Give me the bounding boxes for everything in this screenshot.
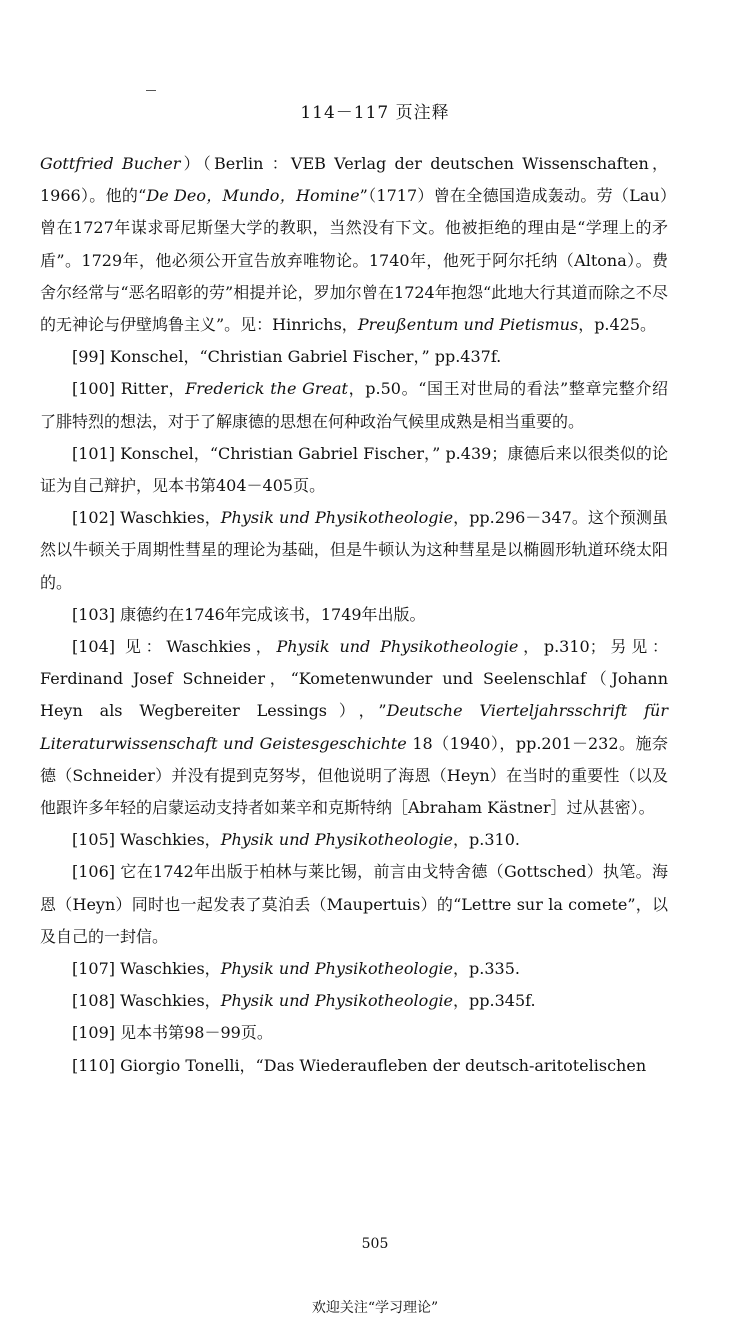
- italic-title: Deutsche Vierteljahrsschrift für Literaturwissenschaft und Geistesgeschichte: [40, 701, 668, 753]
- note-continued: [40, 148, 668, 341]
- note-text: [105] Waschkies，: [72, 830, 221, 850]
- note-103: [40, 599, 668, 631]
- note-text: ，p.310.: [453, 830, 520, 850]
- note-text: [101] Konschel，“Christian Gabriel Fischer，” p.439；康德后来以很类似的论证为自己辩护，见本书第404－405页。: [40, 443, 668, 496]
- note-108: [40, 985, 668, 1017]
- note-101: [40, 438, 668, 502]
- italic-title: Physik und Physikotheologie: [220, 959, 454, 979]
- note-text: [103] 康德约在1746年完成该书，1749年出版。: [72, 604, 426, 624]
- note-text: ”（1717）曾在全德国造成轰动。劳（Lau）曾在1727年谋求哥尼斯堡大学的教职，当然没有下文。他被拒绝的理由是“学理上的矛盾”。1729年，他必须公开宣告放弃唯物论。1740年，他死于阿尔托纳（Altona）。费舍尔经常与“恶名昭彰的劳”相提并论，罗加尔曾在1724年抱怨“此地大行其道而除之不尽的无神论与伊壁鸠鲁主义”。见：Hinrichs，: [40, 186, 668, 335]
- note-99: [40, 341, 668, 373]
- notes-body: [40, 148, 668, 1082]
- italic-title: Frederick the Great: [185, 379, 348, 399]
- note-text: ，p.335.: [453, 959, 520, 979]
- note-text: ，p.50。“国王对世局的看法”整章完整介绍了腓特烈的想法，对于了解康德的思想在何种政治气候里成熟是相当重要的。: [40, 379, 668, 431]
- italic-title: De Deo，Mundo，Homine: [146, 186, 360, 206]
- note-text: [102] Waschkies，: [72, 508, 221, 528]
- italic-title: Physik und Physikotheologie: [220, 991, 454, 1011]
- note-text: ）（Berlin ：VEB Verlag der deutschen Wissenschaften，1966）。他的“: [40, 154, 668, 206]
- note-text: 18（1940），pp.201－232。施奈德（Schneider）并没有提到克努岑，但他说明了海恩（Heyn）在当时的重要性（以及他跟许多年轻的启蒙运动支持者如莱辛和克斯特纳［Abraham Kästner］过从甚密）。: [40, 733, 668, 818]
- page-number: 505: [361, 1236, 389, 1252]
- note-text: [107] Waschkies，: [72, 959, 221, 979]
- note-text: [109] 见本书第98－99页。: [72, 1023, 273, 1043]
- footer-text: 欢迎关注“学习理论”: [311, 1300, 439, 1316]
- note-text: [99] Konschel，“Christian Gabriel Fischer，” pp.437f.: [72, 347, 502, 367]
- note-100: [40, 373, 668, 437]
- note-text: [106] 它在1742年出版于柏林与莱比锡，前言由戈特舍德（Gottsched）执笔。海恩（Heyn）同时也一起发表了莫泊丢（Maupertuis）的“Lettre sur la comete”，以及自己的一封信。: [40, 862, 668, 946]
- note-109: [40, 1017, 668, 1049]
- note-110: [40, 1050, 668, 1082]
- page-header: 114－117 页注释: [300, 103, 450, 123]
- note-text: [100] Ritter，: [72, 379, 186, 399]
- note-text: ，pp.345f.: [453, 991, 536, 1011]
- note-text: [110] Giorgio Tonelli，“Das Wiederaufleben der deutsch-aritotelischen: [72, 1055, 647, 1075]
- note-text: ，p.425。: [578, 315, 657, 335]
- italic-title: Physik und Physikotheologie: [220, 830, 454, 850]
- note-text: ，p.310；另见：Ferdinand Josef Schneider，“Kometenwunder und Seelenschlaf（Johann Heyn als Wegbereiter Lessings），”: [40, 637, 668, 721]
- note-102: [40, 502, 668, 599]
- italic-title: Physik und Physikotheologie: [220, 508, 454, 528]
- italic-title: Preußentum und Pietismus: [357, 315, 579, 335]
- note-107: [40, 953, 668, 985]
- note-text: ，pp.296－347。这个预测虽然以牛顿关于周期性彗星的理论为基础，但是牛顿认为这种彗星是以椭圆形轨道环绕太阳的。: [40, 508, 668, 592]
- italic-title: Physik und Physikotheologie: [276, 637, 519, 657]
- note-104: [40, 631, 668, 824]
- italic-title: Gottfried Bucher: [40, 154, 181, 173]
- note-text: [104] 见：Waschkies，: [72, 637, 277, 657]
- scan-mark: [146, 90, 156, 91]
- note-text: [108] Waschkies，: [72, 991, 221, 1011]
- note-105: [40, 824, 668, 856]
- note-106: [40, 856, 668, 953]
